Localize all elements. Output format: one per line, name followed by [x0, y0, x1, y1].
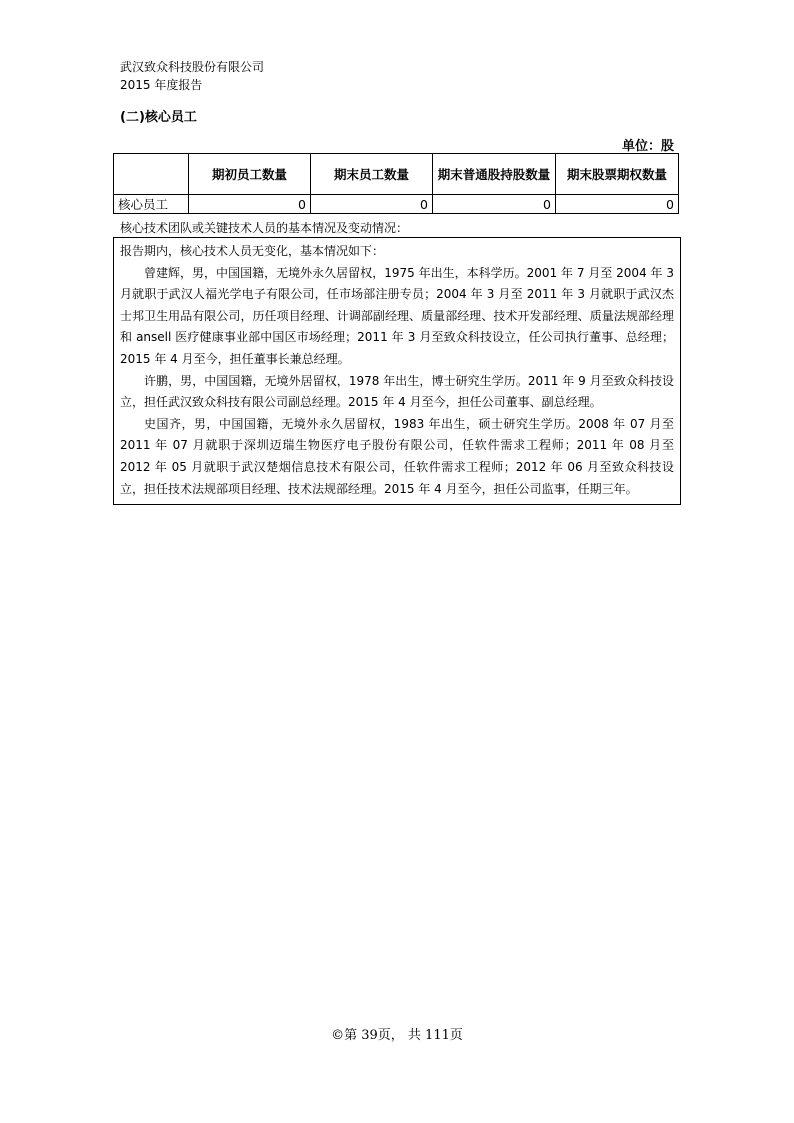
company-name: 武汉致众科技股份有限公司: [120, 60, 265, 74]
box-paragraph: 曾建辉，男，中国国籍，无境外永久居留权，1975 年出生，本科学历。2001 年 7 月至 2004 年 3 月就职于武汉人福光学电子有限公司，任市场部注册专员；2004 年 3 月至 2011 年 3 月就职于武汉杰士邦卫生用品有限公司，历任项目经理、计调部副经理、质量部经理、技术开发部经理、质量法规部经理和 ansell 医疗健康事业部中国区市场经理；2011 年 3 月至致众科技设立，任公司执行董事、总经理；2015 年 4 月至今，担任董事长兼总经理。: [120, 265, 674, 366]
table-header-cell: 期末股票期权数量: [556, 154, 679, 195]
core-tech-team-box: [113, 237, 681, 505]
table-cell: 核心员工: [114, 195, 189, 214]
table-cell: 0: [433, 195, 556, 214]
section-title: (二)核心员工: [120, 110, 197, 125]
table-cell: 0: [189, 195, 311, 214]
table-note: 核心技术团队或关键技术人员的基本情况及变动情况：: [120, 221, 409, 235]
table-header-cell: 期末员工数量: [311, 154, 433, 195]
table-header-cell: 期初员工数量: [189, 154, 311, 195]
page-footer: ©第 39页， 共 111页: [331, 1028, 463, 1043]
box-paragraph: 史国齐，男，中国国籍，无境外永久居留权，1983 年出生，硕士研究生学历。2008 年 07 月至 2011 年 07 月就职于深圳迈瑞生物医疗电子股份有限公司，任软件需求工程师；2011 年 08 月至 2012 年 05 月就职于武汉楚烟信息技术有限公司，任软件需求工程师；2012 年 06 月至致众科技设立，担任技术法规部项目经理、技术法规部经理。2015 年 4 月至今，担任公司监事，任期三年。: [120, 416, 674, 496]
table-row: [114, 195, 679, 214]
unit-label: 单位：股: [621, 139, 674, 154]
table-cell: 0: [556, 195, 679, 214]
report-title: 2015 年度报告: [120, 78, 203, 92]
table-header-cell: [114, 154, 189, 195]
table-cell: 0: [311, 195, 433, 214]
box-paragraph: 报告期内，核心技术人员无变化，基本情况如下：: [120, 244, 385, 258]
table-header-cell: 期末普通股持股数量: [433, 154, 556, 195]
core-staff-table: [113, 153, 679, 214]
page-header: [120, 58, 264, 94]
box-paragraph: 许鹏，男，中国国籍，无境外居留权，1978 年出生，博士研究生学历。2011 年 9 月至致众科技设立，担任武汉致众科技有限公司副总经理。2015 年 4 月至今，担任公司董事、副总经理。: [120, 373, 674, 410]
table-header-row: [114, 154, 679, 195]
